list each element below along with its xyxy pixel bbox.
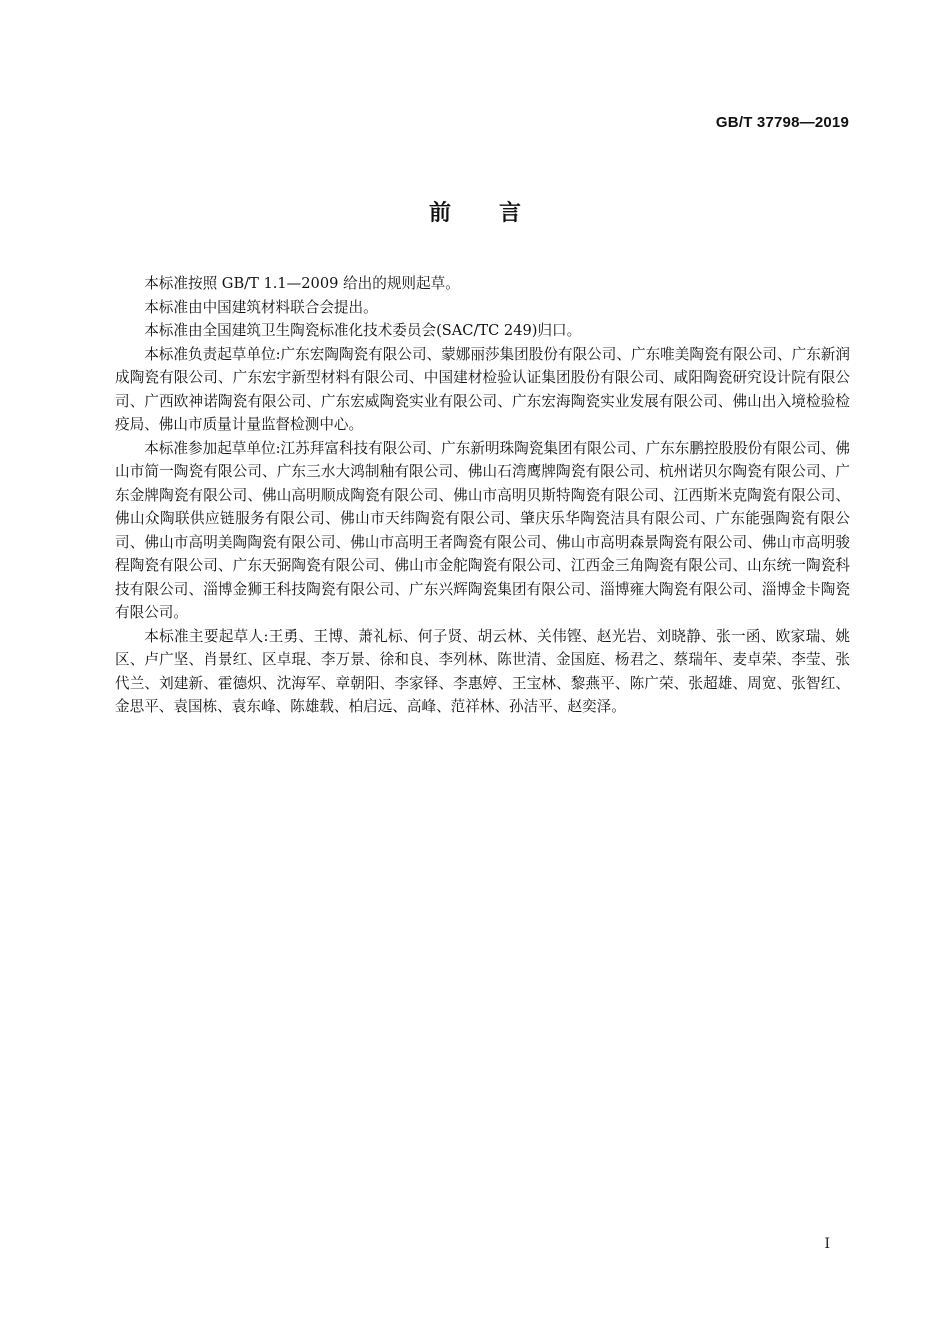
standard-code: GB/T 37798—2019	[715, 114, 849, 131]
page-number: I	[824, 1236, 830, 1252]
paragraph-participating-units: 本标准参加起草单位:江苏拜富科技有限公司、广东新明珠陶瓷集团有限公司、广东东鹏控股股份有限公司、佛山市简一陶瓷有限公司、广东三水大鸿制釉有限公司、佛山石湾鹰牌陶瓷有限公司、杭州诺贝尔陶瓷有限公司、广东金牌陶瓷有限公司、佛山高明顺成陶瓷有限公司、佛山市高明贝斯特陶瓷有限公司、江西斯米克陶瓷有限公司、佛山众陶联供应链服务有限公司、佛山市天纬陶瓷有限公司、肇庆乐华陶瓷洁具有限公司、广东能强陶瓷有限公司、佛山市高明美陶陶瓷有限公司、佛山市高明王者陶瓷有限公司、佛山市高明森景陶瓷有限公司、佛山市高明骏程陶瓷有限公司、广东天弼陶瓷有限公司、佛山市金舵陶瓷有限公司、江西金三角陶瓷有限公司、山东统一陶瓷科技有限公司、淄博金狮王科技陶瓷有限公司、广东兴辉陶瓷集团有限公司、淄博雍大陶瓷有限公司、淄博金卡陶瓷有限公司。	[115, 439, 850, 621]
foreword-body	[115, 272, 850, 719]
paragraph-technical-committee: 本标准由全国建筑卫生陶瓷标准化技术委员会(SAC/TC 249)归口。	[144, 322, 582, 339]
paragraph-lead-drafting-units: 本标准负责起草单位:广东宏陶陶瓷有限公司、蒙娜丽莎集团股份有限公司、广东唯美陶瓷有限公司、广东新润成陶瓷有限公司、广东宏宇新型材料有限公司、中国建材检验认证集团股份有限公司、咸阳陶瓷研究设计院有限公司、广西欧神诺陶瓷有限公司、广东宏威陶瓷实业有限公司、广东宏海陶瓷实业发展有限公司、佛山出入境检验检疫局、佛山市质量计量监督检测中心。	[115, 345, 850, 433]
page-title: 前言	[428, 201, 569, 226]
paragraph-main-drafters: 本标准主要起草人:王勇、王博、萧礼标、何子贤、胡云林、关伟铿、赵光岩、刘晓静、张一函、欧家瑞、姚区、卢广坚、肖景红、区卓琨、李万景、徐和良、李列林、陈世清、金国庭、杨君之、蔡瑞年、麦卓荣、李莹、张代兰、刘建新、霍德炽、沈海军、章朝阳、李家铎、李惠婷、王宝林、黎燕平、陈广荣、张超雄、周宽、张智红、金思平、袁国栋、袁东峰、陈雄载、柏启远、高峰、范祥林、孙洁平、赵奕泽。	[115, 627, 850, 715]
paragraph-drafting-rules: 本标准按照 GB/T 1.1—2009 给出的规则起草。	[144, 275, 460, 292]
paragraph-proposer: 本标准由中国建筑材料联合会提出。	[144, 298, 378, 316]
